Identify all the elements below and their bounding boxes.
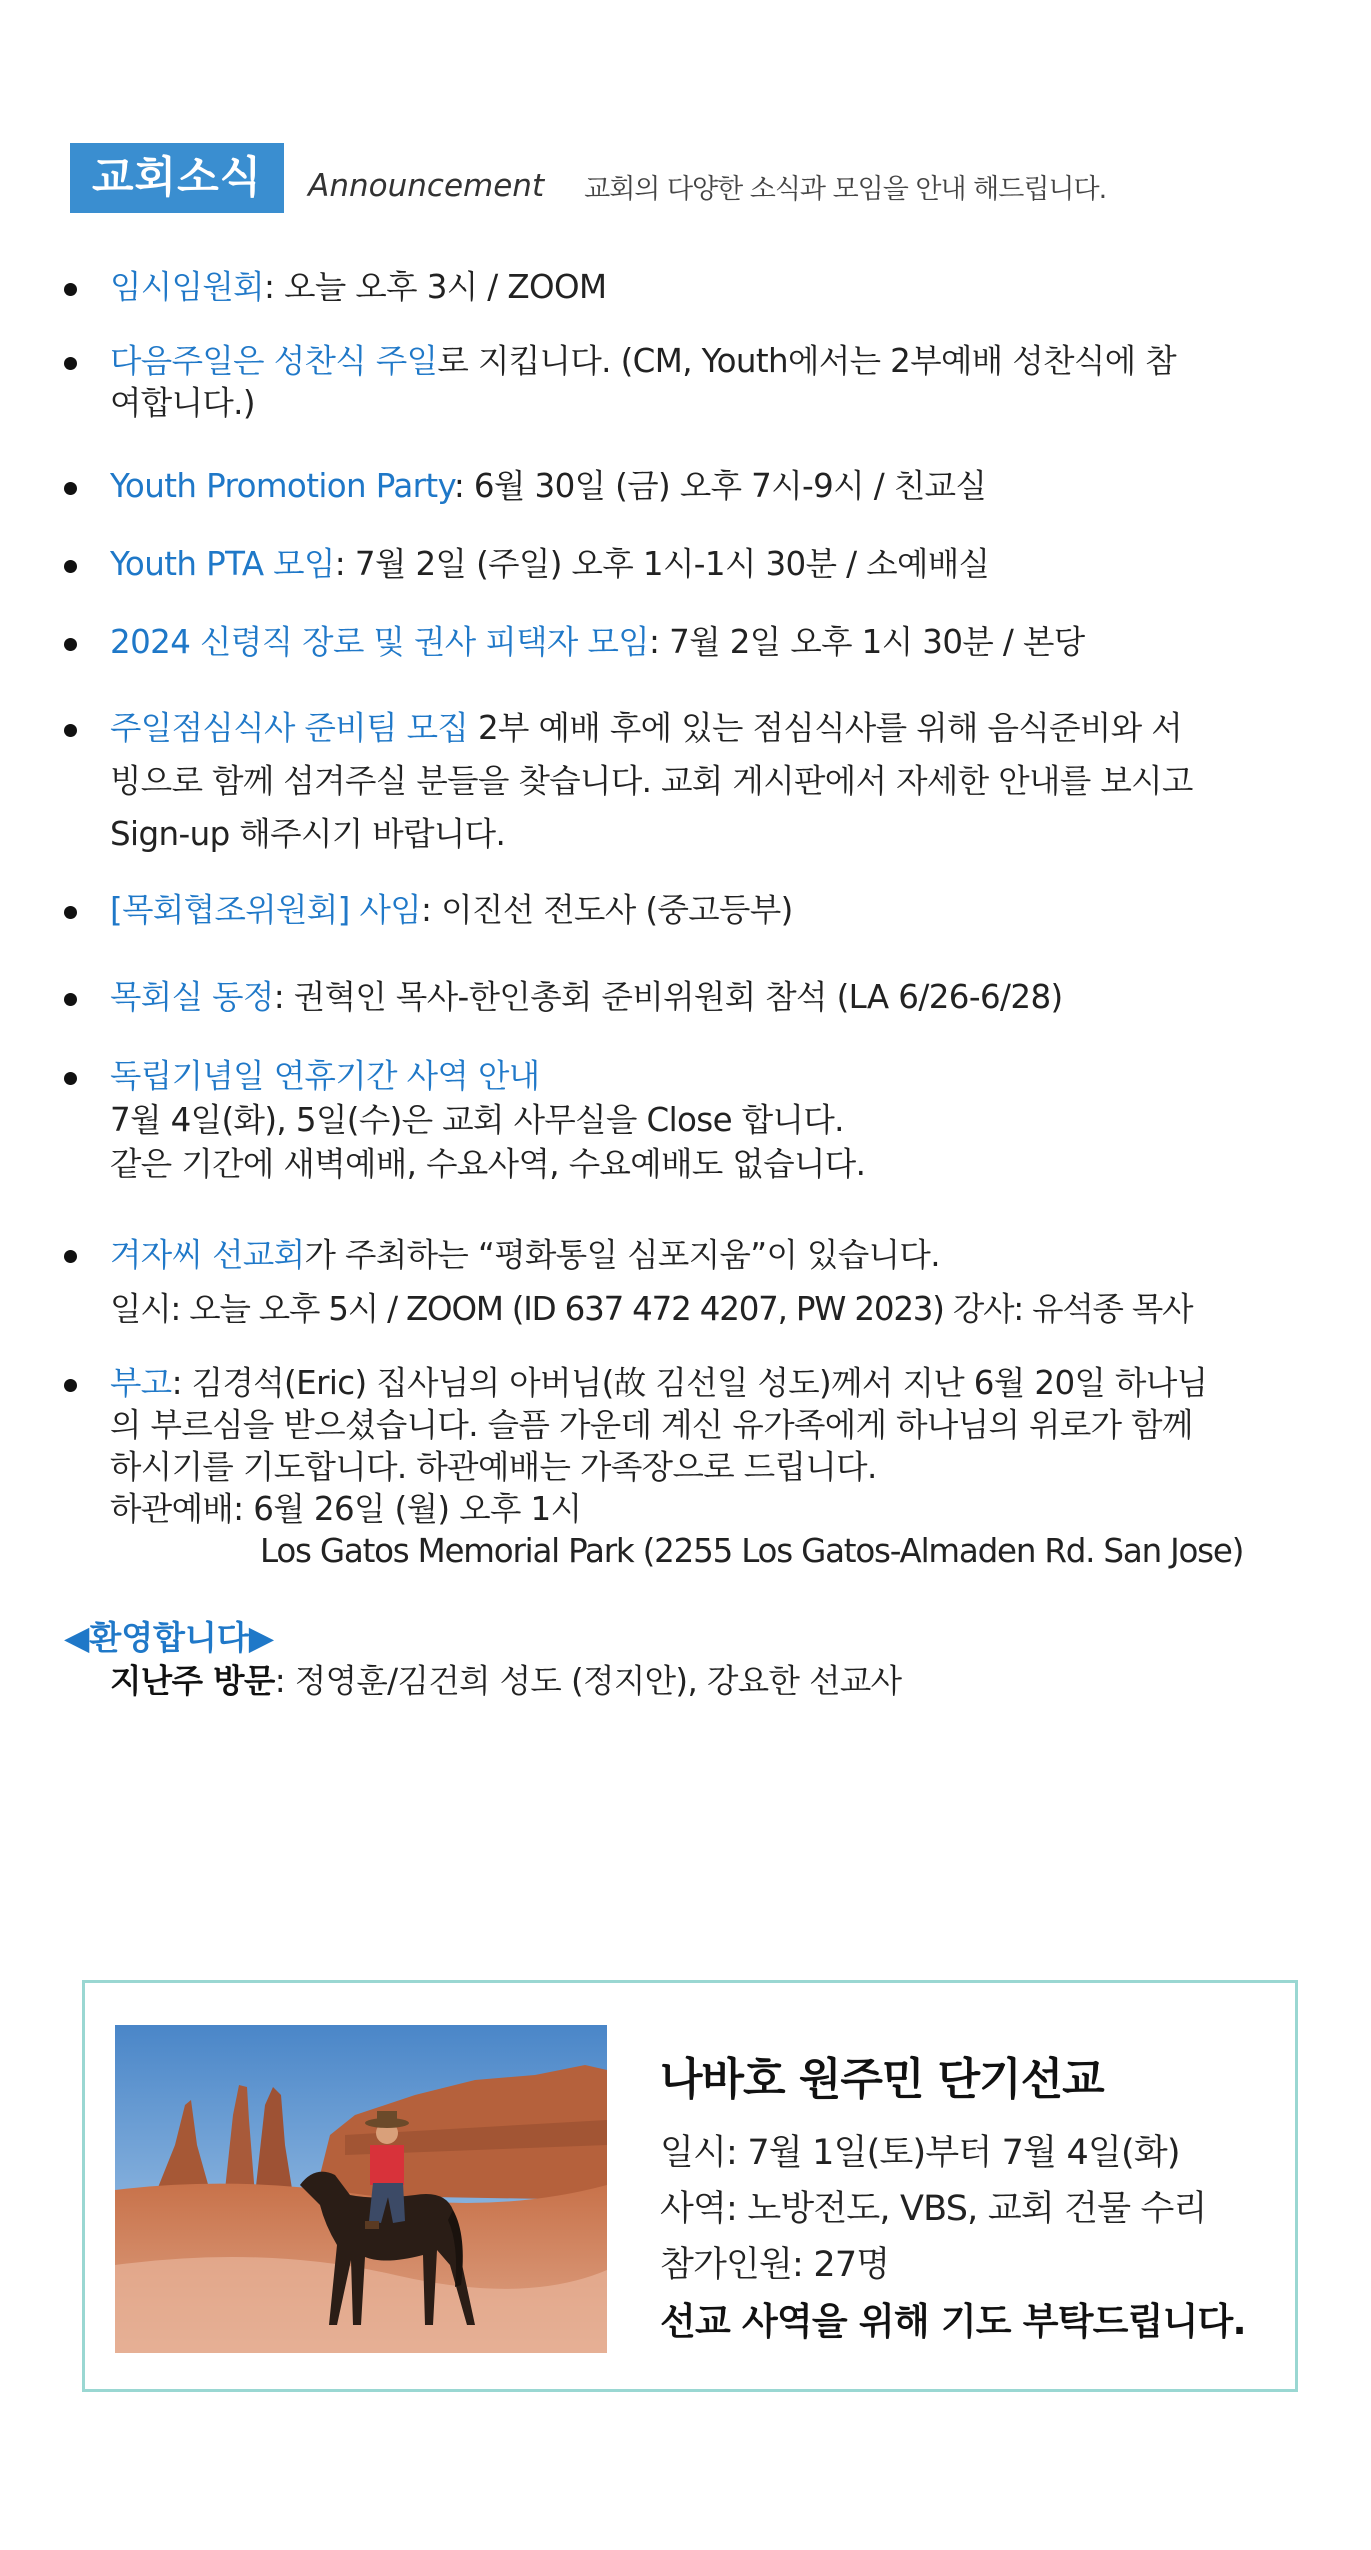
item-text: : 7월 2일 (주일) 오후 1시-1시 30분 / 소예배실 (334, 545, 990, 583)
announcement-item (110, 702, 1310, 861)
mission-people: 참가인원: 27명 (660, 2245, 890, 2285)
item-text: 하시기를 기도합니다. 하관예배는 가족장으로 드립니다. (110, 1448, 877, 1486)
item-title: 독립기념일 연휴기간 사역 안내 (110, 1057, 540, 1095)
announcement-item (110, 540, 1310, 588)
item-title: 목회실 동정 (110, 978, 274, 1016)
section-header (70, 143, 1106, 213)
mission-work: 사역: 노방전도, VBS, 교회 건물 수리 (660, 2189, 1207, 2229)
item-text: 가 주최하는 “평화통일 심포지움”이 있습니다. (304, 1236, 940, 1274)
item-text: Los Gatos Memorial Park (2255 Los Gatos-Almaden Rd. San Jose) (260, 1532, 1244, 1570)
bullet-icon (64, 357, 77, 370)
mission-box (82, 1980, 1298, 2392)
item-text: : 오늘 오후 3시 / ZOOM (263, 268, 607, 306)
item-text: 7월 4일(화), 5일(수)은 교회 사무실을 Close 합니다. (110, 1101, 844, 1139)
mission-date: 일시: 7월 1일(토)부터 7월 4일(화) (660, 2133, 1180, 2173)
item-title: 2024 신령직 장로 및 권사 피택자 모임 (110, 623, 650, 661)
item-title: 임시임원회 (110, 268, 264, 306)
announcement-item (110, 618, 1310, 666)
item-title: 주일점심식사 준비팀 모집 (110, 709, 469, 747)
announcement-item (110, 886, 1310, 934)
item-text: : 김경석(Eric) 집사님의 아버님(故 김선일 성도)께서 지난 6월 20일 하나님 (171, 1364, 1208, 1402)
item-text: 로 지킵니다. (CM, Youth에서는 2부예배 성찬식에 참 (437, 342, 1177, 380)
announcement-item (110, 973, 1310, 1021)
announcement-item (110, 1362, 1310, 1572)
item-title: [목회협조위원회] 사임 (110, 891, 422, 929)
item-title: 부고 (110, 1364, 172, 1402)
bullet-icon (64, 724, 77, 737)
section-badge: 교회소식 (70, 143, 284, 213)
announcement-item (110, 462, 1310, 510)
item-text: 하관예배: 6월 26일 (월) 오후 1시 (110, 1490, 582, 1528)
item-text: 여합니다.) (110, 384, 255, 422)
item-text: : 권혁인 목사-한인총회 준비위원회 참석 (LA 6/26-6/28) (273, 978, 1063, 1016)
mission-title: 나바호 원주민 단기선교 (660, 2054, 1104, 2105)
item-text: 2부 예배 후에 있는 점심식사를 위해 음식준비와 서 (468, 709, 1183, 747)
item-text: 같은 기간에 새벽예배, 수요사역, 수요예배도 없습니다. (110, 1145, 866, 1183)
section-subtitle: 교회의 다양한 소식과 모임을 안내 해드립니다. (584, 173, 1107, 205)
mission-info (660, 2043, 1246, 2351)
item-text: : 6월 30일 (금) 오후 7시-9시 / 친교실 (453, 467, 987, 505)
announcement-item (110, 340, 1310, 424)
announcement-item (110, 1228, 1310, 1336)
mission-prayer: 선교 사역을 위해 기도 부탁드립니다. (660, 2300, 1246, 2343)
bullet-icon (64, 993, 77, 1006)
bullet-icon (64, 906, 77, 919)
bullet-icon (64, 560, 77, 573)
item-text: : 7월 2일 오후 1시 30분 / 본당 (649, 623, 1085, 661)
item-title: 겨자씨 선교회 (110, 1236, 305, 1274)
item-text: Sign-up 해주시기 바랍니다. (110, 815, 506, 853)
section-english-title: Announcement (308, 168, 545, 204)
item-text: : 이진선 전도사 (중고등부) (421, 891, 793, 929)
mission-photo (115, 2025, 607, 2353)
visitors-label: 지난주 방문 (110, 1662, 275, 1700)
visitors-line (110, 1656, 901, 1702)
welcome-title: ◀환영합니다▶ (64, 1618, 275, 1657)
bullet-icon (64, 482, 77, 495)
item-text: 빙으로 함께 섬겨주실 분들을 찾습니다. 교회 게시판에서 자세한 안내를 보시고 (110, 762, 1193, 800)
announcement-item (110, 263, 1310, 311)
bullet-icon (64, 283, 77, 296)
bullet-icon (64, 1072, 77, 1085)
bullet-icon (64, 1250, 77, 1263)
announcement-item (110, 1054, 1310, 1186)
item-text: 의 부르심을 받으셨습니다. 슬픔 가운데 계신 유가족에게 하나님의 위로가 함께 (110, 1406, 1193, 1444)
item-title: 다음주일은 성찬식 주일 (110, 342, 438, 380)
item-title: Youth Promotion Party (110, 467, 454, 505)
bullet-icon (64, 638, 77, 651)
item-text: 일시: 오늘 오후 5시 / ZOOM (ID 637 472 4207, PW 2023) 강사: 유석종 목사 (110, 1290, 1193, 1328)
visitors-text: : 정영훈/김건희 성도 (정지안), 강요한 선교사 (274, 1662, 902, 1700)
item-title: Youth PTA 모임 (110, 545, 335, 583)
bullet-icon (64, 1379, 77, 1392)
